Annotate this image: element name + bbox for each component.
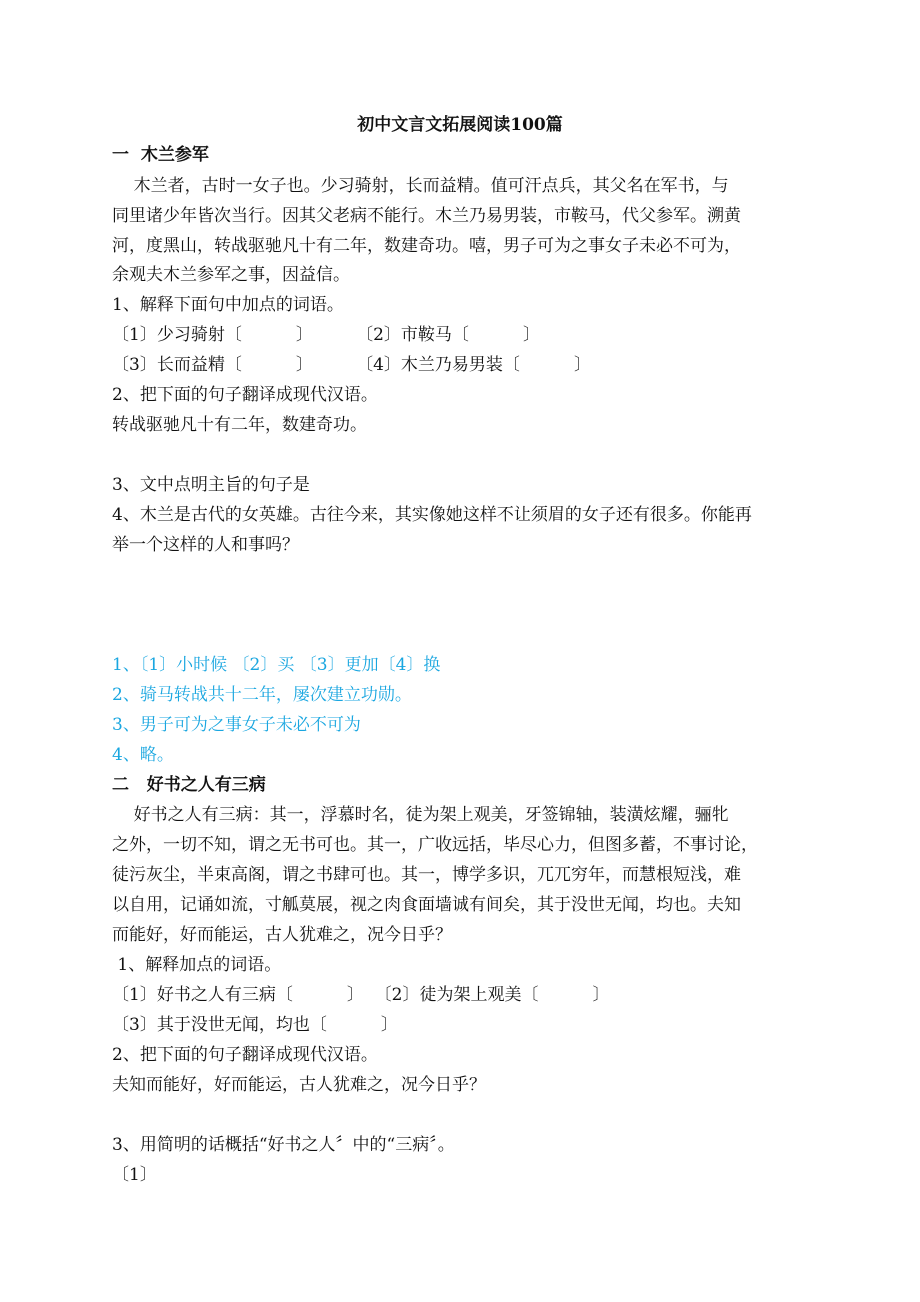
section-2-passage-line: 好书之人有三病：其一，浮慕时名，徒为架上观美，牙签锦轴，装潢炫耀，骊牝 <box>112 805 729 825</box>
section-2-question-2-sentence: 夫知而能好，好而能运，古人犹难之，况今日乎？ <box>112 1075 486 1095</box>
section-1-answer: 1、〔1〕小时候 〔2〕买 〔3〕更加〔4〕换 <box>112 655 441 675</box>
section-2-passage-line: 而能好，好而能运，古人犹难之，况今日乎？ <box>112 925 452 945</box>
document-title: 初中文言文拓展阅读100篇 <box>357 115 563 135</box>
section-1-question-3: 3、文中点明主旨的句子是 <box>112 475 310 495</box>
section-1-passage-line: 木兰者，古时一女子也。少习骑射，长而益精。值可汗点兵，其父名在军书，与 <box>112 176 729 196</box>
section-1-question-4-line: 4、木兰是古代的女英雄。古往今来，其实像她这样不让须眉的女子还有很多。你能再 <box>112 505 752 525</box>
section-2-question-3-item-1: 〔1〕 <box>112 1165 157 1185</box>
section-1-answer: 2、骑马转战共十二年，屡次建立功勋。 <box>112 685 412 705</box>
section-1-question-2-sentence: 转战驱驰凡十有二年，数建奇功。 <box>112 415 367 435</box>
section-1-question-1-items-b: 〔3〕长而益精〔 〕 〔4〕木兰乃易男装〔 〕 <box>112 355 591 375</box>
section-1-question-2: 2、把下面的句子翻译成现代汉语。 <box>112 385 378 405</box>
section-1-answer: 3、男子可为之事女子未必不可为 <box>112 715 361 735</box>
section-1-passage-line: 同里诸少年皆次当行。因其父老病不能行。木兰乃易男装，市鞍马，代父参军。溯黄 <box>112 206 741 226</box>
section-2-passage-line: 徒污灰尘，半束高阁，谓之书肆可也。其一，博学多识，兀兀穷年，而慧根短浅，难 <box>112 865 741 885</box>
section-2-passage-line: 以自用，记诵如流，寸觚莫展，视之肉食面墙诚有间矣，其于没世无闻，均也。夫知 <box>112 895 741 915</box>
section-2-heading: 二 好书之人有三病 <box>112 775 266 795</box>
section-2-question-3: 3、用简明的话概括“好书之人〞中的“三病〞。 <box>112 1135 455 1155</box>
section-1-heading: 一 木兰参军 <box>112 145 209 165</box>
section-2-question-1-items-a: 〔1〕好书之人有三病〔 〕 〔2〕徒为架上观美〔 〕 <box>112 985 610 1005</box>
section-1-passage-line: 河，度黑山，转战驱驰凡十有二年，数建奇功。嘻，男子可为之事女子未必不可为， <box>112 236 741 256</box>
section-2-passage-line: 之外，一切不知，谓之无书可也。其一，广收远括，毕尽心力，但图多蓄，不事讨论， <box>112 835 758 855</box>
section-1-answer: 4、略。 <box>112 745 174 765</box>
section-1-passage-line: 余观夫木兰参军之事，因益信。 <box>112 265 350 285</box>
section-2-question-1: 1、解释加点的词语。 <box>112 955 282 975</box>
section-1-question-1: 1、解释下面句中加点的词语。 <box>112 295 344 315</box>
section-1-question-1-items-a: 〔1〕少习骑射〔 〕 〔2〕市鞍马〔 〕 <box>112 325 540 345</box>
section-2-question-2: 2、把下面的句子翻译成现代汉语。 <box>112 1045 378 1065</box>
section-2-question-1-items-b: 〔3〕其于没世无闻，均也〔 〕 <box>112 1015 398 1035</box>
section-1-question-4-line: 举一个这样的人和事吗？ <box>112 535 299 555</box>
